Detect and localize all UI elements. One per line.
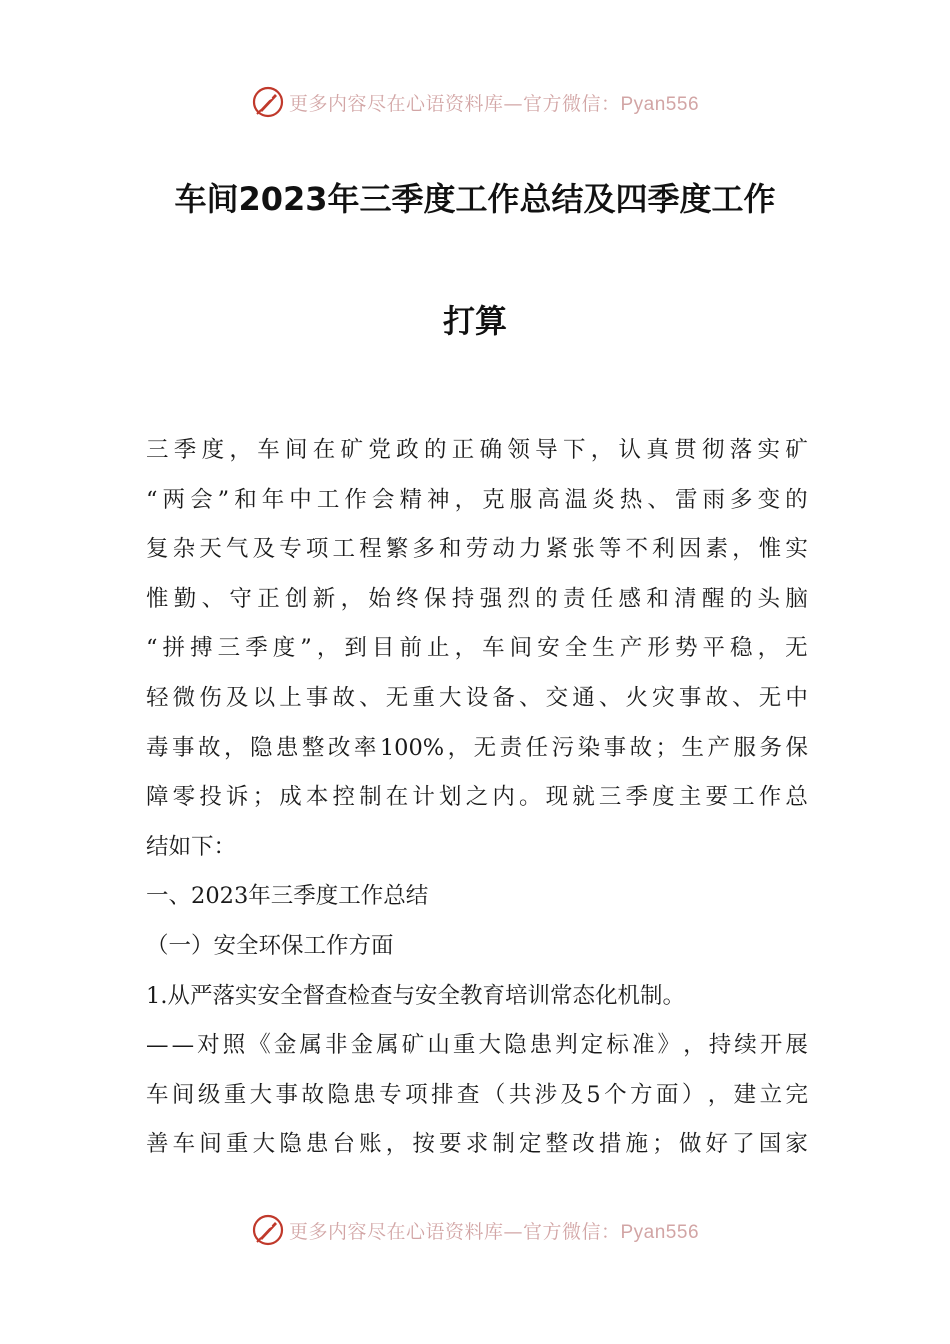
banner-contact: Pyan556 [620,1221,700,1243]
header-banner [0,82,950,122]
paragraph-line: 障 零 投 诉 ； 成 本 控 制 在 计 划 之 内 。 现 就 三 季 度 主 要 工 作 总 [146,784,808,811]
paragraph-line: 轻 微 伤 及 以 上 事 故 、 无 重 大 设 备 、 交 通 、 火 灾 事 故 、 无 中 [146,684,808,711]
paragraph-line: 1.从严落实安全督查检查与安全教育培训常态化机制。 [146,982,685,1009]
paragraph-line: 结如下： [146,833,237,860]
banner-text [289,1217,699,1244]
banner-slogan: 更多内容尽在心语资料库—官方微信： [288,92,621,115]
paragraph-line: 车 间 级 重 大 事 故 隐 患 专 项 排 查 （ 共 涉 及 5 个 方 面 ） ， 建 立 完 [146,1081,808,1108]
banner-text [289,89,699,116]
banner-slogan: 更多内容尽在心语资料库—官方微信： [288,1220,621,1243]
footer-banner [0,1210,950,1250]
document-body [146,430,808,1174]
paragraph-line: 三 季 度 ， 车 间 在 矿 党 政 的 正 确 领 导 下 ， 认 真 贯 彻 落 实 矿 [146,437,808,463]
paragraph-line: “ 拼 搏 三 季 度 ” ， 到 目 前 止 ， 车 间 安 全 生 产 形 势 平 稳 ， 无 [146,635,808,662]
paragraph-line: 毒 事 故 ， 隐 患 整 改 率 100% ， 无 责 任 污 染 事 故 ； 生 产 服 务 保 [146,734,808,761]
paragraph-line: 善 车 间 重 大 隐 患 台 账 ， 按 要 求 制 定 整 改 措 施 ； 做 好 了 国 家 [146,1131,808,1158]
quill-logo-icon [251,85,285,119]
paragraph-line: （一）安全环保工作方面 [146,932,394,959]
paragraph-line: — — 对 照 《 金 属 非 金 属 矿 山 重 大 隐 患 判 定 标 准 》 ， 持 续 开 展 [146,1032,808,1059]
document-title-line-1: 车间2023年三季度工作总结及四季度工作 [174,180,776,218]
banner-contact: Pyan556 [620,93,700,115]
paragraph-line: 复 杂 天 气 及 专 项 工 程 繁 多 和 劳 动 力 紧 张 等 不 利 因 素 ， 惟 实 [146,536,808,563]
paragraph-line: “ 两 会 ” 和 年 中 工 作 会 精 神 ， 克 服 高 温 炎 热 、 雷 雨 多 变 的 [146,486,808,513]
quill-logo-icon [251,1213,285,1247]
paragraph-line: 惟 勤 、 守 正 创 新 ， 始 终 保 持 强 烈 的 责 任 感 和 清 醒 的 头 脑 [146,585,808,612]
document-title-line-2: 打算 [442,302,507,340]
paragraph-line: 一、2023年三季度工作总结 [146,883,429,910]
